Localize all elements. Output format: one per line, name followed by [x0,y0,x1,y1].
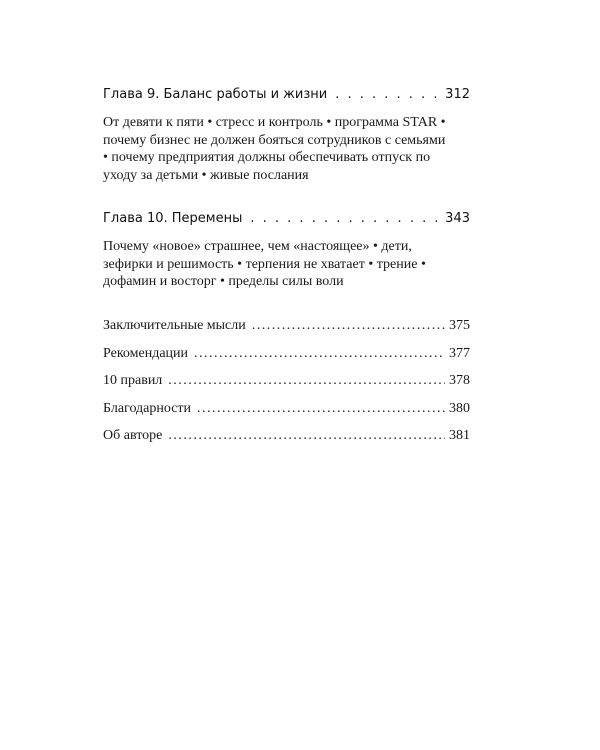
chapter-title: Глава 9. Баланс работы и жизни [103,87,328,102]
entry-label: 10 правил [103,373,163,388]
toc-entry-10-rules[interactable] [103,372,470,389]
chapter-title: Глава 10. Перемены [103,211,243,226]
toc-chapter-10[interactable] [103,210,470,291]
entry-page-number: 381 [449,428,470,443]
dot-leader [194,345,445,362]
toc-chapter-9[interactable] [103,86,470,184]
dot-leader [197,400,445,417]
chapter-heading [103,210,470,228]
dot-leader [335,86,437,104]
chapter-page-number: 343 [445,211,470,226]
toc-entry-recommendations[interactable] [103,345,470,362]
chapter-page-number: 312 [445,87,470,102]
entry-label: Благодарности [103,401,192,416]
dot-leader [168,372,445,389]
entry-page-number: 380 [449,401,470,416]
chapter-heading [103,86,470,104]
chapter-description: От девяти к пяти • стресс и контроль • программа STAR • почему бизнес не должен бояться сотрудников с семьями • почему предприятия должны обеспечивать отпуск по уходу за детьми • живые послания [103,115,446,183]
entry-label: Об авторе [103,428,163,443]
entry-page-number: 377 [449,346,470,361]
toc-entry-about-author[interactable] [103,427,470,444]
entry-page-number: 378 [449,373,470,388]
entry-label: Заключительные мысли [103,318,246,333]
dot-leader [250,210,437,228]
entry-label: Рекомендации [103,346,189,361]
toc-entry-acknowledgements[interactable] [103,400,470,417]
chapter-description: Почему «новое» страшнее, чем «настоящее» • дети, зефирки и решимость • терпения не хватает • трение • дофамин и восторг • пределы силы воли [103,239,426,289]
entry-page-number: 375 [449,318,470,333]
toc-entry-closing-thoughts[interactable] [103,317,470,334]
dot-leader [168,427,445,444]
dot-leader [252,317,445,334]
